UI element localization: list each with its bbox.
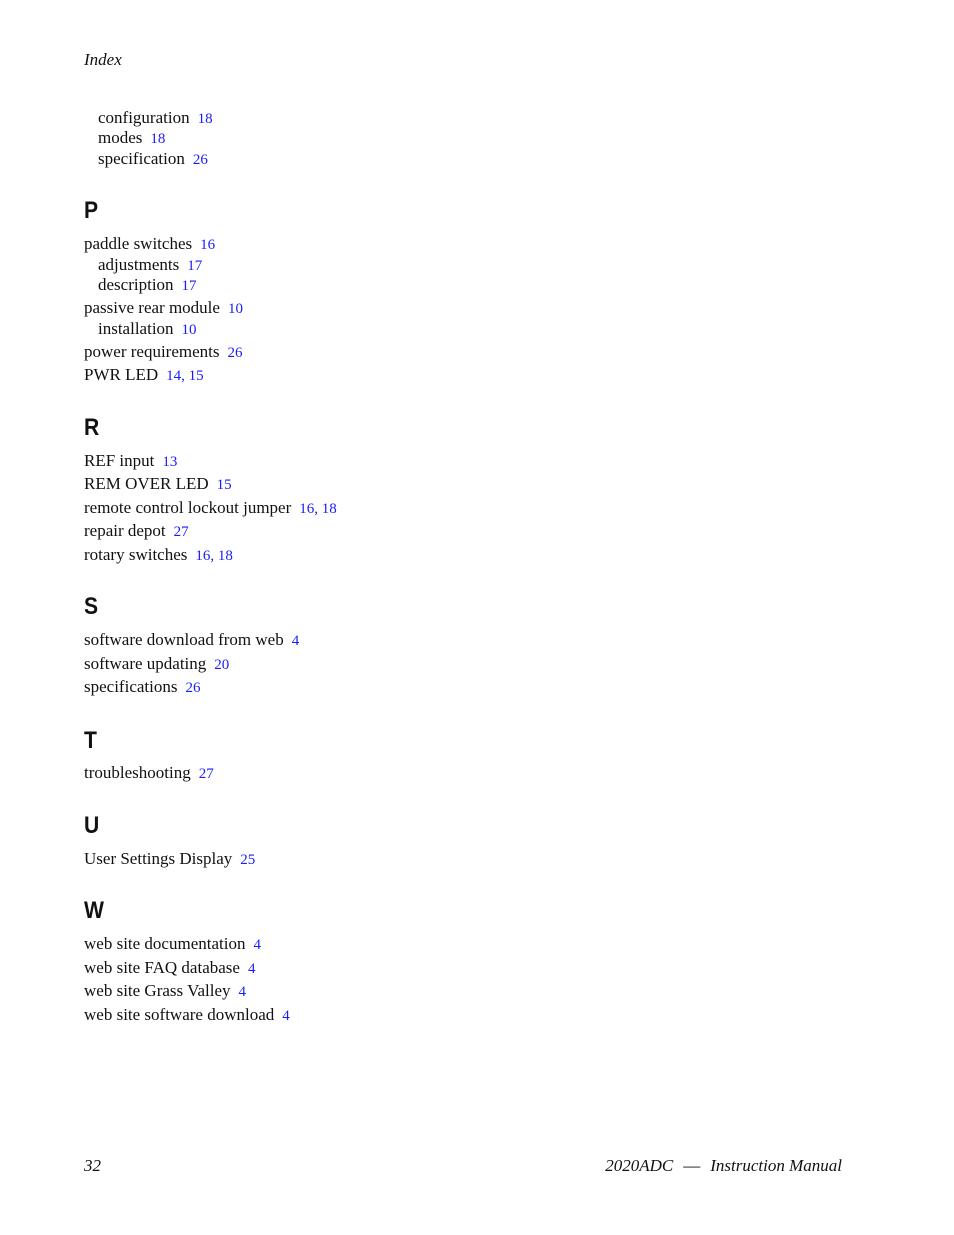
page-link[interactable]: 18 (321, 501, 337, 517)
index-term: REF input (84, 451, 155, 470)
index-entry-installation (98, 319, 197, 340)
section-letter-s: S (84, 593, 99, 620)
page-references (193, 152, 208, 168)
index-entry-passive-rear-module (84, 298, 243, 319)
page-references (198, 111, 213, 127)
index-term: passive rear module (84, 298, 220, 317)
page-separator: , (210, 548, 218, 564)
index-entry-remote-control-lockout-jumper (84, 498, 337, 519)
page-number: 32 (84, 1156, 101, 1175)
page-link[interactable]: 16 (299, 501, 315, 517)
page-link[interactable]: 27 (173, 524, 189, 540)
index-term: power requirements (84, 342, 220, 361)
page-link[interactable]: 4 (247, 961, 256, 977)
page-link[interactable]: 13 (162, 454, 178, 470)
index-term: modes (98, 128, 143, 147)
index-term: REM OVER LED (84, 474, 209, 493)
index-entry-adjustments (98, 255, 202, 276)
page-link[interactable]: 18 (217, 548, 233, 564)
page-link[interactable]: 4 (238, 984, 247, 1000)
page-separator: , (181, 368, 189, 384)
footer-doc-name: 2020ADC (605, 1156, 674, 1175)
index-term: configuration (98, 108, 190, 127)
index-term: description (98, 275, 174, 294)
index-entry-web-site-grass-valley (84, 981, 246, 1002)
index-term: specification (98, 149, 185, 168)
page-references (162, 454, 177, 470)
footer-manual: Instruction Manual (710, 1156, 842, 1175)
index-entry-specification (98, 149, 208, 170)
index-entry-troubleshooting (84, 763, 214, 784)
page-link[interactable]: 25 (240, 852, 256, 868)
index-entry-specifications (84, 677, 200, 698)
index-term: User Settings Display (84, 849, 233, 868)
index-entry-ref-input (84, 451, 177, 472)
page-references (227, 345, 242, 361)
index-entry-rem-over-led (84, 474, 232, 495)
index-entry-web-site-faq-database (84, 958, 255, 979)
index-term: rotary switches (84, 545, 188, 564)
page-link[interactable]: 18 (197, 111, 213, 127)
index-term: web site Grass Valley (84, 981, 231, 1000)
index-entry-description (98, 275, 197, 296)
index-entry-power-requirements (84, 342, 242, 363)
page-references (185, 680, 200, 696)
page-link[interactable]: 26 (227, 345, 243, 361)
page-references (150, 131, 165, 147)
index-entry-software-download-from-web (84, 630, 299, 651)
page-link[interactable]: 17 (181, 278, 197, 294)
page-link[interactable]: 4 (253, 937, 261, 953)
page-link[interactable]: 15 (216, 477, 232, 493)
page-references (166, 368, 204, 384)
index-entry-web-site-documentation (84, 934, 261, 955)
index-entry-configuration (98, 108, 213, 129)
index-term: software download from web (84, 630, 284, 649)
page-link[interactable]: 16 (200, 237, 216, 253)
page-references (199, 766, 214, 782)
page-link[interactable]: 14 (166, 368, 182, 384)
section-letter-t: T (84, 727, 97, 754)
page-references (228, 301, 243, 317)
page-references (240, 852, 255, 868)
page-references (282, 1008, 290, 1024)
index-entry-pwr-led (84, 365, 204, 386)
index-term: web site documentation (84, 934, 246, 953)
index-term: remote control lockout jumper (84, 498, 292, 517)
footer-title (605, 1156, 842, 1176)
running-header: Index (84, 50, 122, 69)
page-link[interactable]: 17 (187, 258, 203, 274)
page-references (299, 501, 337, 517)
page-references (182, 278, 197, 294)
page-link[interactable]: 18 (150, 131, 166, 147)
index-term: web site FAQ database (84, 958, 240, 977)
page-link[interactable]: 4 (282, 1008, 290, 1024)
index-entry-web-site-software-download (84, 1005, 290, 1026)
index-term: repair depot (84, 521, 166, 540)
section-letter-p: P (84, 197, 99, 224)
page-references (248, 961, 256, 977)
section-letter-w: W (84, 897, 104, 924)
page-link[interactable]: 15 (188, 368, 204, 384)
index-entry-paddle-switches (84, 234, 215, 255)
footer-dash: — (683, 1156, 701, 1175)
index-term: installation (98, 319, 174, 338)
page-references (187, 258, 202, 274)
index-term: web site software download (84, 1005, 275, 1024)
page-separator: , (314, 501, 322, 517)
page-link[interactable]: 16 (195, 548, 211, 564)
page-references (253, 937, 261, 953)
page-references (182, 322, 197, 338)
index-term: troubleshooting (84, 763, 191, 782)
page-link[interactable]: 20 (214, 657, 230, 673)
index-term: paddle switches (84, 234, 193, 253)
page-link[interactable]: 27 (198, 766, 214, 782)
index-entry-repair-depot (84, 521, 189, 542)
section-letter-r: R (84, 414, 100, 441)
index-entry-software-updating (84, 654, 229, 675)
page-references (292, 633, 300, 649)
page-references (174, 524, 189, 540)
index-entry-rotary-switches (84, 545, 233, 566)
page-references (239, 984, 247, 1000)
page-references (195, 548, 233, 564)
index-term: PWR LED (84, 365, 159, 384)
page-references (214, 657, 229, 673)
page-link[interactable]: 26 (185, 680, 201, 696)
page-references (200, 237, 215, 253)
index-term: software updating (84, 654, 207, 673)
index-entry-modes (98, 128, 165, 149)
page-link[interactable]: 26 (192, 152, 208, 168)
index-term: adjustments (98, 255, 180, 274)
index-entry-user-settings-display (84, 849, 255, 870)
page-references (217, 477, 232, 493)
section-letter-u: U (84, 812, 100, 839)
page-link[interactable]: 10 (181, 322, 197, 338)
page-link[interactable]: 10 (227, 301, 243, 317)
page-link[interactable]: 4 (291, 633, 300, 649)
index-term: specifications (84, 677, 178, 696)
